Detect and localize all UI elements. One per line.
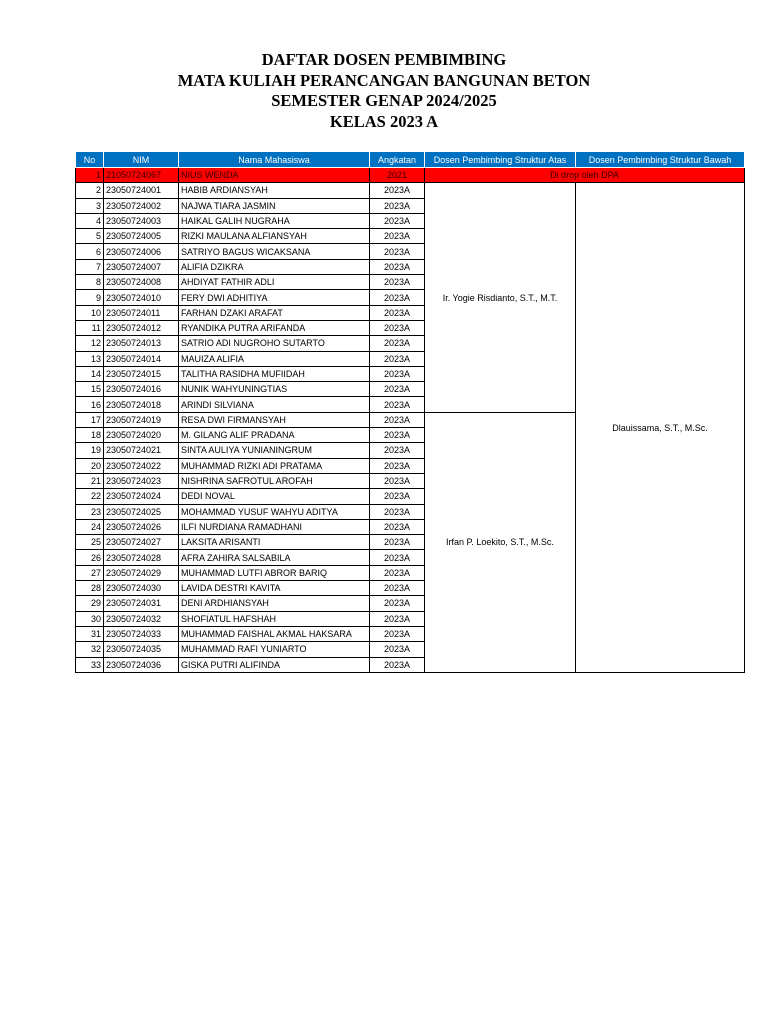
row-number: 9 [76,290,104,305]
row-angkatan: 2023A [370,642,425,657]
row-angkatan: 2023A [370,412,425,427]
row-student-name: NAJWA TIARA JASMIN [179,198,370,213]
row-number: 29 [76,596,104,611]
row-nim: 23050724027 [104,535,179,550]
row-angkatan: 2023A [370,443,425,458]
row-student-name: MOHAMMAD YUSUF WAHYU ADITYA [179,504,370,519]
row-nim: 23050724030 [104,581,179,596]
row-nim: 23050724022 [104,458,179,473]
row-student-name: DEDI NOVAL [179,489,370,504]
advisor-bawah: Dlauissama, S.T., M.Sc. [576,183,745,673]
title-line-3: SEMESTER GENAP 2024/2025 [271,91,497,110]
row-nim: 23050724003 [104,213,179,228]
row-number: 21 [76,473,104,488]
row-nim: 23050724029 [104,565,179,580]
row-nim: 23050724031 [104,596,179,611]
row-number: 1 [76,168,104,183]
title-line-2: MATA KULIAH PERANCANGAN BANGUNAN BETON [177,70,591,90]
row-student-name: SHOFIATUL HAFSHAH [179,611,370,626]
row-student-name: DENI ARDHIANSYAH [179,596,370,611]
row-angkatan: 2023A [370,626,425,641]
row-student-name: M. GILANG ALIF PRADANA [179,428,370,443]
row-nim: 23050724021 [104,443,179,458]
title-line-1: DAFTAR DOSEN PEMBIMBING [261,50,507,69]
row-student-name: TALITHA RASIDHA MUFIIDAH [179,366,370,381]
row-angkatan: 2023A [370,458,425,473]
header-dosen-bawah: Dosen Pembimbing Struktur Bawah [576,152,745,168]
row-student-name: ARINDI SILVIANA [179,397,370,412]
row-nim: 23050724028 [104,550,179,565]
row-student-name: LAVIDA DESTRI KAVITA [179,581,370,596]
row-angkatan: 2023A [370,366,425,381]
row-number: 23 [76,504,104,519]
row-student-name: SINTA AULIYA YUNIANINGRUM [179,443,370,458]
row-nim: 23050724010 [104,290,179,305]
row-number: 19 [76,443,104,458]
document-title-block [0,50,768,132]
row-nim: 23050724012 [104,320,179,335]
row-angkatan: 2023A [370,213,425,228]
row-angkatan: 2023A [370,519,425,534]
row-student-name: RYANDIKA PUTRA ARIFANDA [179,320,370,335]
row-nim: 23050724032 [104,611,179,626]
row-angkatan: 2023A [370,489,425,504]
row-student-name: SATRIO ADI NUGROHO SUTARTO [179,336,370,351]
row-nim: 23050724016 [104,382,179,397]
row-nim: 23050724036 [104,657,179,672]
row-angkatan: 2023A [370,198,425,213]
row-student-name: NIUS WENDA [179,168,370,183]
row-number: 25 [76,535,104,550]
row-student-name: GISKA PUTRI ALIFINDA [179,657,370,672]
row-angkatan: 2023A [370,290,425,305]
row-student-name: ILFI NURDIANA RAMADHANI [179,519,370,534]
row-number: 14 [76,366,104,381]
table-body [76,168,745,673]
row-student-name: MUHAMMAD RAFI YUNIARTO [179,642,370,657]
row-number: 31 [76,626,104,641]
row-nim: 23050724006 [104,244,179,259]
row-nim: 23050724019 [104,412,179,427]
advisor-atas-group-1: Ir. Yogie Risdianto, S.T., M.T. [425,183,576,412]
row-nim: 23050724002 [104,198,179,213]
row-number: 8 [76,275,104,290]
drop-note: Di drop oleh DPA [425,168,745,183]
row-student-name: LAKSITA ARISANTI [179,535,370,550]
row-angkatan: 2023A [370,382,425,397]
row-nim: 21050724067 [104,168,179,183]
row-angkatan: 2023A [370,504,425,519]
row-number: 26 [76,550,104,565]
row-nim: 23050724035 [104,642,179,657]
row-number: 10 [76,305,104,320]
row-angkatan: 2023A [370,550,425,565]
row-number: 33 [76,657,104,672]
table-row [76,183,745,198]
row-student-name: FERY DWI ADHITIYA [179,290,370,305]
row-nim: 23050724023 [104,473,179,488]
row-student-name: RIZKI MAULANA ALFIANSYAH [179,229,370,244]
row-student-name: SATRIYO BAGUS WICAKSANA [179,244,370,259]
row-nim: 23050724014 [104,351,179,366]
row-number: 7 [76,259,104,274]
row-angkatan: 2023A [370,473,425,488]
row-nim: 23050724026 [104,519,179,534]
row-number: 28 [76,581,104,596]
row-angkatan: 2023A [370,397,425,412]
row-number: 6 [76,244,104,259]
row-angkatan: 2023A [370,596,425,611]
row-nim: 23050724005 [104,229,179,244]
row-student-name: FARHAN DZAKI ARAFAT [179,305,370,320]
row-student-name: HABIB ARDIANSYAH [179,183,370,198]
header-no: No [76,152,104,168]
row-number: 12 [76,336,104,351]
row-nim: 23050724013 [104,336,179,351]
row-student-name: RESA DWI FIRMANSYAH [179,412,370,427]
row-number: 32 [76,642,104,657]
row-angkatan: 2023A [370,259,425,274]
row-angkatan: 2023A [370,320,425,335]
row-student-name: ALIFIA DZIKRA [179,259,370,274]
row-number: 22 [76,489,104,504]
row-student-name: NUNIK WAHYUNINGTIAS [179,382,370,397]
row-angkatan: 2023A [370,657,425,672]
row-student-name: MUHAMMAD LUTFI ABROR BARIQ [179,565,370,580]
row-nim: 23050724018 [104,397,179,412]
title-line-4: KELAS 2023 A [329,111,439,131]
row-angkatan: 2021 [370,168,425,183]
row-angkatan: 2023A [370,244,425,259]
row-student-name: NISHRINA SAFROTUL AROFAH [179,473,370,488]
row-angkatan: 2023A [370,183,425,198]
header-dosen-atas: Dosen Pembimbing Struktur Atas [425,152,576,168]
row-angkatan: 2023A [370,336,425,351]
table-row [76,168,745,183]
row-angkatan: 2023A [370,305,425,320]
row-nim: 23050724025 [104,504,179,519]
row-number: 18 [76,428,104,443]
row-number: 24 [76,519,104,534]
row-number: 20 [76,458,104,473]
row-number: 30 [76,611,104,626]
table-header-row [76,152,745,168]
row-number: 5 [76,229,104,244]
row-number: 4 [76,213,104,228]
row-number: 11 [76,320,104,335]
header-nim: NIM [104,152,179,168]
row-angkatan: 2023A [370,351,425,366]
row-number: 15 [76,382,104,397]
row-nim: 23050724033 [104,626,179,641]
row-angkatan: 2023A [370,535,425,550]
row-angkatan: 2023A [370,229,425,244]
row-number: 3 [76,198,104,213]
row-angkatan: 2023A [370,275,425,290]
row-number: 16 [76,397,104,412]
header-nama: Nama Mahasiswa [179,152,370,168]
row-angkatan: 2023A [370,565,425,580]
row-student-name: HAIKAL GALIH NUGRAHA [179,213,370,228]
advisor-atas-group-2: Irfan P. Loekito, S.T., M.Sc. [425,412,576,672]
advisor-table [75,151,745,673]
row-number: 27 [76,565,104,580]
row-nim: 23050724007 [104,259,179,274]
row-student-name: AFRA ZAHIRA SALSABILA [179,550,370,565]
row-nim: 23050724020 [104,428,179,443]
row-nim: 23050724008 [104,275,179,290]
row-angkatan: 2023A [370,581,425,596]
row-student-name: MAUIZA ALIFIA [179,351,370,366]
header-angkatan: Angkatan [370,152,425,168]
row-student-name: MUHAMMAD RIZKI ADI PRATAMA [179,458,370,473]
row-nim: 23050724001 [104,183,179,198]
row-nim: 23050724011 [104,305,179,320]
row-student-name: MUHAMMAD FAISHAL AKMAL HAKSARA [179,626,370,641]
row-nim: 23050724024 [104,489,179,504]
row-number: 2 [76,183,104,198]
row-student-name: AHDIYAT FATHIR ADLI [179,275,370,290]
row-number: 13 [76,351,104,366]
row-number: 17 [76,412,104,427]
row-nim: 23050724015 [104,366,179,381]
row-angkatan: 2023A [370,611,425,626]
row-angkatan: 2023A [370,428,425,443]
